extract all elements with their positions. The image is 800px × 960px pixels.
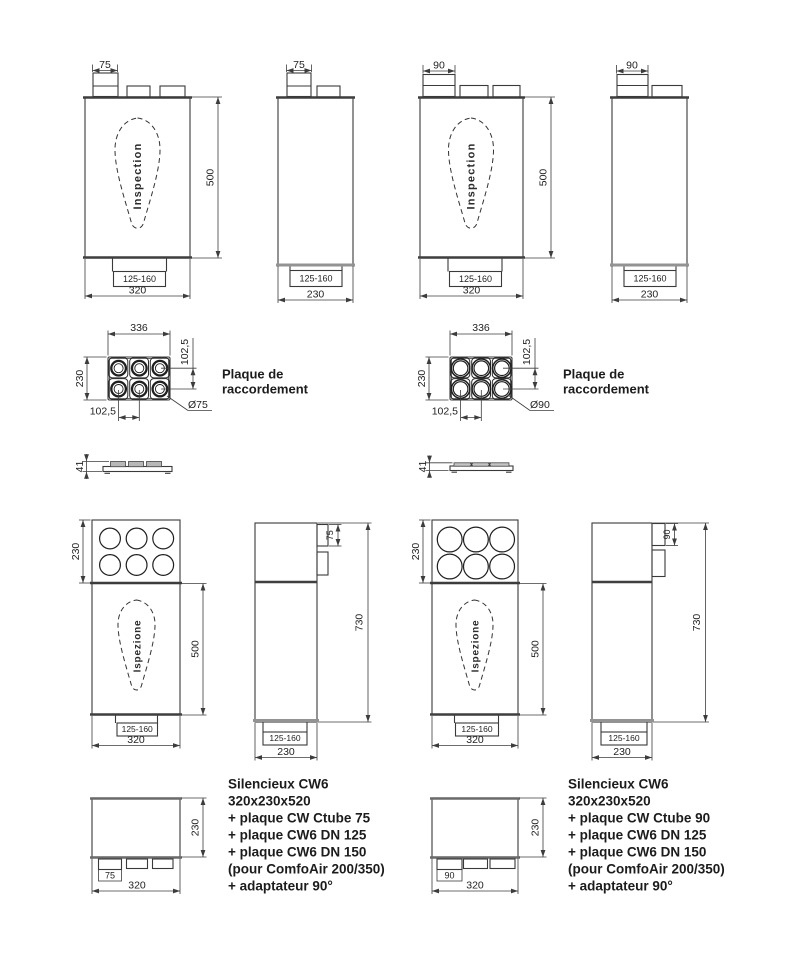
spigot-label: 125-160 — [121, 724, 153, 734]
dim-body-height-500 — [181, 584, 207, 716]
plate-caption-line1: Plaque de — [563, 366, 625, 382]
spigot-125-160 — [116, 716, 158, 737]
dim-height-500 — [524, 97, 555, 258]
desc-line: Silencieux CW6 — [228, 776, 329, 792]
dim-plate-height-230 — [74, 357, 107, 400]
dim-label-col-pitch: 102,5 — [89, 405, 116, 418]
dim-label-tube: 90 — [626, 59, 638, 72]
dim-label-height: 500 — [537, 168, 550, 187]
dim-plate-height-230 — [416, 357, 449, 400]
dim-label-plate-width: 336 — [130, 322, 148, 334]
tube-stub-2 — [317, 86, 340, 97]
dim-label-collar: 90 — [662, 529, 672, 540]
dim-label-height: 500 — [204, 168, 217, 187]
tube-stub-1 — [287, 73, 311, 97]
dim-tube-90 — [423, 60, 455, 74]
dim-label-width: 320 — [466, 734, 484, 746]
dim-label-total-height: 730 — [691, 613, 703, 632]
dim-plate-depth-230 — [410, 520, 431, 583]
bottom-view-90 — [430, 798, 547, 894]
spigot-label: 125-160 — [299, 273, 333, 284]
assembly-front-75 — [70, 520, 207, 749]
connection-plate-90 — [416, 322, 650, 421]
dim-label-row-pitch: 102,5 — [179, 338, 191, 366]
assembly-side-75 — [253, 523, 372, 761]
desc-line: + plaque CW Ctube 75 — [228, 810, 371, 826]
tube-stub-2 — [460, 86, 488, 98]
spigot-label: 125-160 — [269, 733, 301, 743]
spigot-125-160 — [290, 267, 342, 287]
dim-collar-75 — [99, 870, 122, 882]
dim-label-width: 320 — [128, 284, 147, 297]
dim-label-plate-height: 230 — [74, 369, 86, 388]
product-description-75 — [228, 777, 385, 894]
collar-2 — [652, 550, 665, 577]
plate-holes — [100, 528, 174, 575]
desc-line: + plaque CW6 DN 150 — [228, 844, 367, 860]
desc-line: + plaque CW6 DN 125 — [568, 827, 707, 843]
dim-label-row-pitch: 102,5 — [521, 338, 533, 366]
dim-label-thickness: 41 — [74, 460, 86, 473]
collar-stub-3 — [490, 859, 515, 869]
tube-stub-1 — [93, 73, 118, 97]
dim-plate-width-336 — [450, 322, 512, 356]
desc-line: (pour ComfoAir 200/350) — [568, 861, 725, 877]
dim-plate-depth-230 — [70, 520, 91, 583]
spigot-125-160 — [601, 723, 647, 746]
tube-stub-3 — [493, 86, 520, 98]
dim-label-width: 320 — [462, 284, 481, 297]
connection-plate-75 — [74, 322, 309, 421]
tube-stub-3 — [160, 86, 185, 97]
dim-thickness-41 — [417, 456, 453, 478]
dim-tube-75 — [287, 59, 312, 72]
dim-height-230 — [519, 798, 547, 857]
collar-stub-2 — [464, 859, 488, 869]
inspection-label: Inspection — [132, 142, 144, 210]
desc-line: (pour ComfoAir 200/350) — [228, 861, 385, 877]
plate-caption-line2: raccordement — [222, 381, 308, 397]
spigot-label: 125-160 — [633, 273, 667, 284]
dim-height-500 — [191, 97, 222, 258]
dim-label-total-height: 730 — [353, 613, 366, 632]
desc-line: + plaque CW6 DN 125 — [228, 827, 367, 843]
dim-label-plate-depth: 230 — [410, 542, 422, 561]
desc-line: + adaptateur 90° — [228, 878, 333, 894]
desc-line: 320x230x520 — [228, 793, 311, 809]
hole-diameter-label: Ø75 — [188, 399, 208, 411]
collar-stub-1 — [437, 859, 462, 870]
top-view-front-90 — [418, 60, 555, 300]
spigot-label: 125-160 — [458, 274, 493, 284]
dim-label-tube: 90 — [433, 59, 445, 72]
dim-label-tube: 75 — [293, 59, 305, 71]
dim-tube-75 — [93, 59, 118, 72]
dim-total-height-730 — [318, 523, 372, 722]
dim-label-height: 230 — [189, 818, 202, 837]
collar-2 — [317, 552, 328, 575]
dim-label-collar: 75 — [104, 870, 116, 881]
dim-label-depth: 230 — [613, 746, 631, 758]
dim-label-thickness: 41 — [417, 460, 429, 473]
spigot-125-160 — [624, 267, 676, 287]
collar-stub-1 — [99, 859, 122, 870]
dim-label-plate-depth: 230 — [70, 542, 82, 561]
spigot-125-160 — [455, 716, 499, 737]
dim-plate-width-336 — [108, 322, 170, 356]
desc-line: Silencieux CW6 — [568, 776, 669, 792]
spigot-125-160 — [448, 259, 502, 287]
collar-stub-2 — [127, 859, 148, 869]
plate-caption-line1: Plaque de — [222, 366, 284, 382]
top-view-side-75 — [276, 59, 355, 303]
spigot-label: 125-160 — [461, 724, 493, 734]
plate-caption-line2: raccordement — [563, 381, 649, 397]
dim-label-height: 230 — [529, 818, 542, 837]
spigot-125-160 — [113, 259, 167, 287]
dim-total-height-730 — [653, 523, 709, 722]
dim-label-length: 320 — [466, 879, 484, 892]
dim-label-depth: 230 — [277, 746, 295, 758]
dim-collar-90 — [437, 870, 462, 882]
spigot-label: 125-160 — [122, 274, 157, 284]
dim-label-length: 320 — [128, 879, 146, 892]
spigot-label: 125-160 — [608, 733, 640, 743]
tube-stub-2 — [127, 86, 150, 97]
inspection-label: Ispezione — [132, 619, 144, 673]
assembly-front-90 — [410, 520, 547, 749]
spigot-125-160 — [263, 723, 307, 746]
dim-label-width: 320 — [127, 734, 145, 746]
dim-label-collar: 75 — [325, 530, 335, 541]
dim-label-depth: 230 — [306, 288, 325, 301]
dim-height-230 — [181, 798, 207, 857]
dim-label-collar: 90 — [444, 870, 455, 881]
dim-label-plate-width: 336 — [472, 322, 490, 334]
inspection-label: Inspection — [465, 142, 478, 210]
tube-stub-2 — [652, 86, 682, 98]
inspection-label: Ispezione — [470, 619, 482, 673]
plate-profile-90 — [417, 456, 513, 478]
top-view-front-75 — [83, 59, 222, 299]
dim-body-height-500 — [519, 584, 547, 716]
plate-holes — [437, 527, 514, 579]
desc-line: + plaque CW6 DN 150 — [568, 844, 707, 860]
dim-label-plate-height: 230 — [416, 369, 428, 388]
plate-profile-75 — [74, 454, 172, 479]
dim-label-col-pitch: 102,5 — [431, 405, 458, 418]
dim-label-tube: 75 — [99, 59, 111, 71]
product-description-90 — [568, 777, 725, 894]
collar-stub-3 — [153, 859, 174, 869]
top-view-side-90 — [610, 60, 689, 304]
dim-collar-90 — [662, 524, 678, 546]
dim-label-body-height: 500 — [189, 640, 202, 658]
hole-diameter-label: Ø90 — [530, 399, 550, 411]
desc-line: + plaque CW Ctube 90 — [568, 810, 711, 826]
assembly-side-90 — [590, 523, 709, 761]
hole-diameter-callout — [167, 396, 212, 411]
desc-line: + adaptateur 90° — [568, 878, 673, 894]
dim-label-depth: 230 — [640, 288, 659, 301]
dim-label-body-height: 500 — [529, 640, 542, 658]
bottom-view-75 — [90, 798, 207, 894]
desc-line: 320x230x520 — [568, 793, 651, 809]
hole-diameter-callout — [508, 395, 554, 411]
dim-tube-90 — [617, 60, 649, 74]
